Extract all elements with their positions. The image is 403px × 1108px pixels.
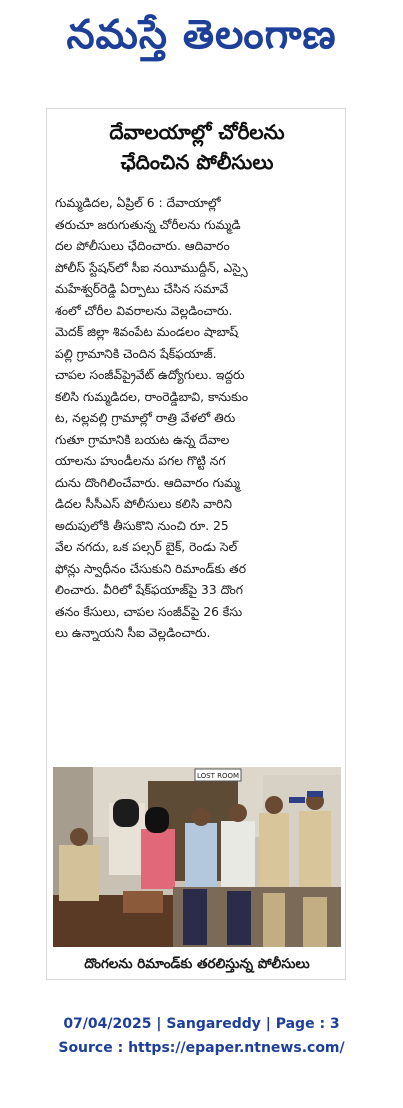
headline-line: ఛేదించిన పోలీసులు bbox=[120, 150, 274, 174]
body-line: పోలీస్ స్టేషన్‌లో సీఐ నయీముద్దీన్, ఎస్సై bbox=[55, 260, 248, 275]
photo-sign-text: LOST ROOM bbox=[196, 772, 240, 780]
body-line: తనం కేసులు, చాపల సంజీవ్‌పై 26 కేసు bbox=[55, 604, 243, 619]
footer-source-link[interactable]: Source : https://epaper.ntnews.com/ bbox=[58, 1040, 345, 1056]
page-footer bbox=[0, 1012, 403, 1060]
body-line: వేల నగదు, ఒక పల్సర్ బైక్, రెండు సెల్ bbox=[55, 540, 238, 554]
body-line: దును దొంగిలించేవారు. ఆదివారం గుమ్మ bbox=[55, 475, 240, 490]
body-line: గుతూ గ్రామానికి బయట ఉన్న దేవాల bbox=[55, 432, 230, 447]
body-line: అదుపులోకి తీసుకొని నుంచి రూ. 25 bbox=[55, 518, 229, 533]
masthead-title: నమస్తే తెలంగాణ bbox=[66, 12, 337, 58]
body-line: మహేశ్వర్‌రెడ్డి ఏర్పాటు చేసిన సమావే bbox=[55, 282, 229, 296]
article-headline bbox=[47, 117, 347, 177]
article-body bbox=[55, 193, 339, 645]
body-line: శంలో చోరీల వివరాలను వెల్లడించారు. bbox=[55, 303, 233, 318]
body-line: తరుచూ జరుగుతున్న చోరీలను గుమ్మడి bbox=[55, 217, 241, 232]
body-line: గుమ్మడిదల, ఏప్రిల్ 6 : దేవాయాల్లో bbox=[55, 196, 221, 210]
headline-line: దేవాలయాల్లో చోరీలను bbox=[109, 120, 285, 144]
police-group-photo bbox=[53, 767, 341, 947]
body-line: యాలను హుండీలను పగల గొట్టి నగ bbox=[55, 454, 226, 468]
photo-caption: దొంగలను రిమాండ్‌కు తరలిస్తున్న పోలీసులు bbox=[84, 956, 310, 972]
body-line: ఫోన్లు స్వాధీనం చేసుకుని రిమాండ్‌కు తర bbox=[55, 561, 247, 576]
body-line: డిదల సీసీఎస్ పోలీసులు కలిసి వారిని bbox=[55, 497, 233, 511]
body-line: కలిసి గుమ్మడిదల, రాంరెడ్డిబావి, కానుకుం bbox=[55, 389, 249, 404]
masthead-logo bbox=[0, 8, 403, 72]
body-line: ట, నల్లవల్లి గ్రామాల్లో రాత్రి వేళలో తిరు bbox=[55, 411, 236, 425]
footer-date-edition: 07/04/2025 | Sangareddy | Page : 3 bbox=[63, 1016, 340, 1032]
body-line: మెదక్ జిల్లా శివంపేట మండలం షాబాష్ bbox=[55, 325, 239, 339]
news-clipping bbox=[46, 108, 346, 980]
body-line: లించారు. వీరిలో షేక్‌ఫయాజ్‌పై 33 దొంగ bbox=[55, 583, 243, 597]
body-line: లు ఉన్నాయని సీఐ వెల్లడించారు. bbox=[55, 626, 211, 640]
body-line: చాపల సంజీవ్‌ప్రైవేట్ ఉద్యోగులు. ఇద్దరు bbox=[55, 368, 245, 382]
body-line: పల్లి గ్రామానికి చెందిన షేక్‌ఫయాజ్. bbox=[55, 346, 217, 361]
news-photo bbox=[53, 767, 341, 947]
body-line: దల పోలీసులు ఛేదించారు. ఆదివారం bbox=[55, 239, 230, 253]
